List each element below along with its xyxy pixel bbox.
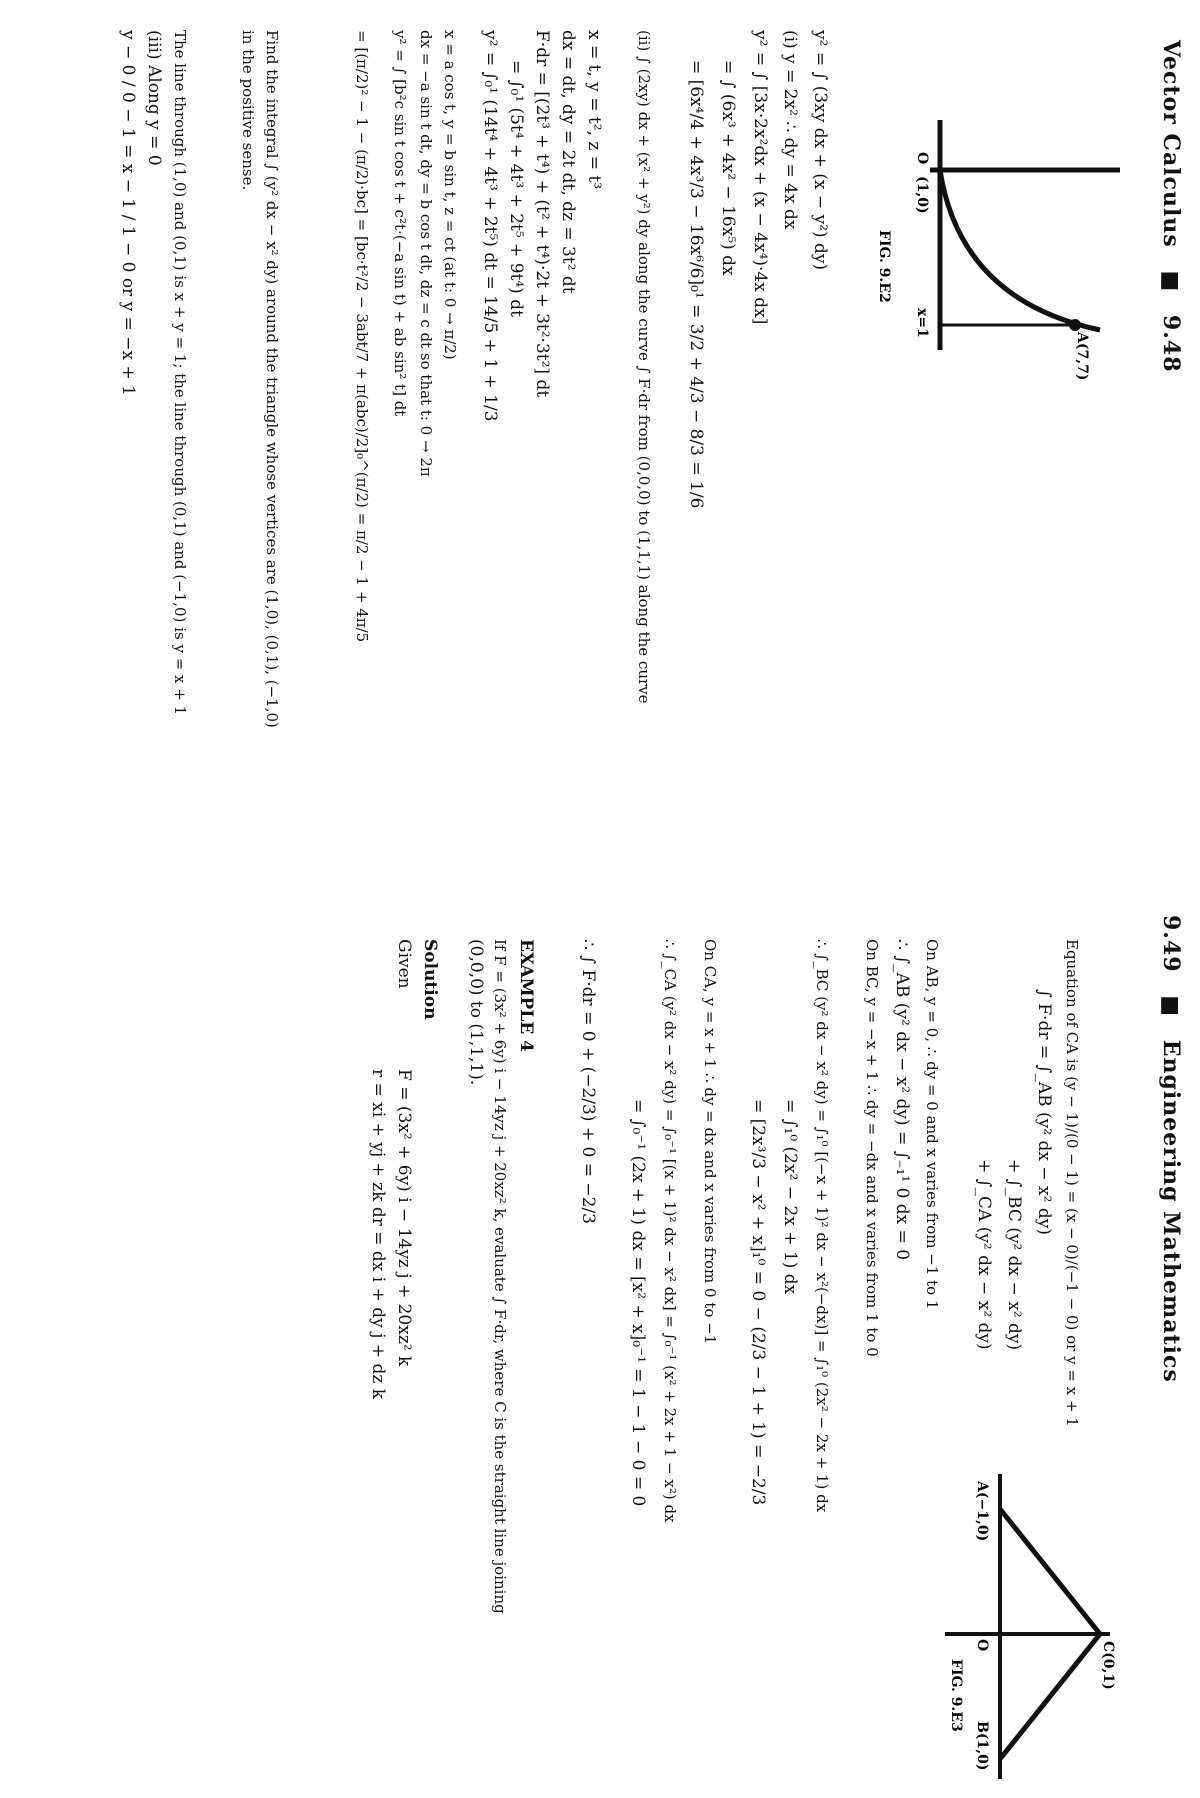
text-line: Find the integral ∫ (y² dx − x² dy) around the triangle whose vertices are (1,0), (0,1), (−1,0) — [263, 30, 281, 728]
text-line: x = t, y = t², z = t³ — [584, 30, 604, 190]
text-line: y² = ∫ [b²c sin t cos t + c²t·(−a sin t) + ab sin² t] dt — [391, 30, 409, 417]
label-x-marker: x=1 — [914, 308, 930, 338]
text-line: = ∫₀¹ (5t⁴ + 4t³ + 2t⁵ + 9t⁴) dt — [506, 60, 526, 317]
label-origin-right: O — [974, 1639, 990, 1652]
figure-9e3 — [940, 1459, 1200, 1789]
text-line: y² = ∫₀¹ (14t⁴ + 4t³ + 2t⁵) dt = 14/5 + 1 + 1/3 — [480, 30, 500, 422]
left-header-separator: ■ — [1158, 270, 1184, 293]
label-point-a: A(7,7) — [1074, 332, 1090, 381]
text-line: = ∫ (6x³ + 4x² − 16x⁵) dx — [718, 60, 738, 276]
triangle-side-ac — [1000, 1509, 1100, 1634]
left-page-header — [1158, 40, 1184, 373]
text-line: (i) y = 2x² ∴ dy = 4x dx — [780, 30, 800, 230]
figure-9e2 — [850, 100, 1130, 400]
right-page-header — [1158, 915, 1184, 1383]
text-line: F = (3x² + 6y) i − 14yz j + 20xz² k — [394, 1069, 414, 1367]
text-line: = [6x⁴/4 + 4x³/3 − 16x⁶/6]₀¹ = 3/2 + 4/3 − 8/3 = 1/6 — [686, 60, 706, 509]
label-origin-left: O — [914, 152, 930, 165]
caption-fig-9e3: FIG. 9.E3 — [948, 1659, 964, 1732]
example-heading: EXAMPLE 4 — [516, 939, 536, 1052]
text-line: Equation of CA is (y − 1)/(0 − 1) = (x − 0)/(−1 − 0) or y = x + 1 — [1063, 939, 1081, 1427]
text-line: ∴ ∫_AB (y² dx − x² dy) = ∫₋₁¹ 0 dx = 0 — [892, 939, 912, 1261]
text-line: dx = −a sin t dt, dy = b cos t dt, dz = c dt so that t: 0 → 2π — [417, 30, 435, 477]
right-header-page-number: 9.49 — [1158, 915, 1184, 973]
parabola-curve — [940, 170, 1100, 330]
right-page — [0, 899, 1200, 1798]
left-header-page-number: 9.48 — [1158, 314, 1184, 373]
right-header-title: Engineering Mathematics — [1158, 1039, 1184, 1383]
text-line: + ∫_BC (y² dx − x² dy) — [1004, 1159, 1024, 1351]
left-header-title: Vector Calculus — [1158, 40, 1184, 248]
text-line: ∴ ∫_BC (y² dx − x² dy) = ∫₁⁰ [(−x + 1)² dx − x²(−dx)] = ∫₁⁰ (2x² − 2x + 1) dx — [813, 939, 831, 1513]
solution-heading: Solution — [420, 939, 440, 1020]
text-line: F·dr = [(2t³ + t⁴) + (t² + t⁴)·2t + 3t²·3t²] dt — [532, 30, 552, 398]
label-apex-c: C(0,1) — [1100, 1641, 1116, 1690]
text-line: = [(π/2)² − 1 − (π/2)·bc] = [bc·t²/2 − 3abt/7 + π(abc)/2]₀^(π/2) = π/2 − 1 + 4π/5 — [353, 30, 371, 643]
caption-fig-9e2: FIG. 9.E2 — [876, 230, 892, 303]
text-line: If F = (3x² + 6y) i − 14yz j + 20xz² k, evaluate ∫ F·dr, where C is the straight line joining — [491, 939, 509, 1614]
text-line: ∴ ∫_CA (y² dx − x² dy) = ∫₀⁻¹ [(x + 1)² dx − x² dx] = ∫₀⁻¹ (x² + 2x + 1 − x²) dx — [661, 939, 679, 1523]
text-line: x = a cos t, y = b sin t, z = ct (at t: 0 → π/2) — [441, 30, 459, 360]
label-vertex-a: A(−1,0) — [974, 1481, 990, 1542]
given-label: Given — [394, 939, 414, 989]
triangle-side-cb — [1000, 1634, 1100, 1759]
text-line: On AB, y = 0, ∴ dy = 0 and x varies from −1 to 1 — [923, 939, 941, 1310]
label-axis-point: (1,0) — [914, 176, 930, 214]
text-line: On CA, y = x + 1 ∴ dy = dx and x varies from 0 to −1 — [701, 939, 719, 1345]
text-line: = ∫₀⁻¹ (2x + 1) dx = [x² + x]₀⁻¹ = 1 − 1 − 0 = 0 — [628, 1099, 648, 1507]
text-line: y − 0 / 0 − 1 = x − 1 / 1 − 0 or y = −x + 1 — [118, 30, 138, 396]
text-line: ∫ F·dr = ∫_AB (y² dx − x² dy) — [1034, 989, 1054, 1235]
text-line: (0,0,0) to (1,1,1). — [466, 939, 486, 1086]
right-header-separator: ■ — [1158, 995, 1184, 1018]
text-line: dx = dt, dy = 2t dt, dz = 3t² dt — [558, 30, 578, 294]
text-line: = ∫₁⁰ (2x² − 2x + 1) dx — [780, 1099, 800, 1295]
text-line: in the positive sense. — [239, 30, 257, 191]
text-line: = [2x³/3 − x² + x]₁⁰ = 0 − (2/3 − 1 + 1) = −2/3 — [748, 1099, 768, 1506]
text-line: The line through (1,0) and (0,1) is x + y = 1; the line through (0,1) and (−1,0) is y = x + 1 — [171, 30, 189, 716]
point-a-marker — [1069, 319, 1081, 331]
text-line: + ∫_CA (y² dx − x² dy) — [974, 1159, 994, 1350]
label-vertex-b: B(1,0) — [974, 1721, 990, 1771]
text-line: r = xi + yj + zk dr = dx i + dy j + dz k — [368, 1069, 388, 1400]
text-line: On BC, y = −x + 1 ∴ dy = −dx and x varies from 1 to 0 — [863, 939, 881, 1357]
text-line: (ii) ∫ (2xy) dx + (x² + y²) dy along the curve ∫ F·dr from (0,0,0) to (1,1,1) along the curve — [635, 30, 653, 704]
text-line: y² = ∫ (3xy dx + (x − y²) dy) — [810, 30, 830, 271]
text-line: (iii) Along y = 0 — [144, 30, 164, 166]
text-line: ∴ ∫ F·dr = 0 + (−2/3) + 0 = −2/3 — [578, 939, 598, 1224]
text-line: y² = ∫ [3x·2x²dx + (x − 4x⁴)·4x dx] — [750, 30, 770, 325]
